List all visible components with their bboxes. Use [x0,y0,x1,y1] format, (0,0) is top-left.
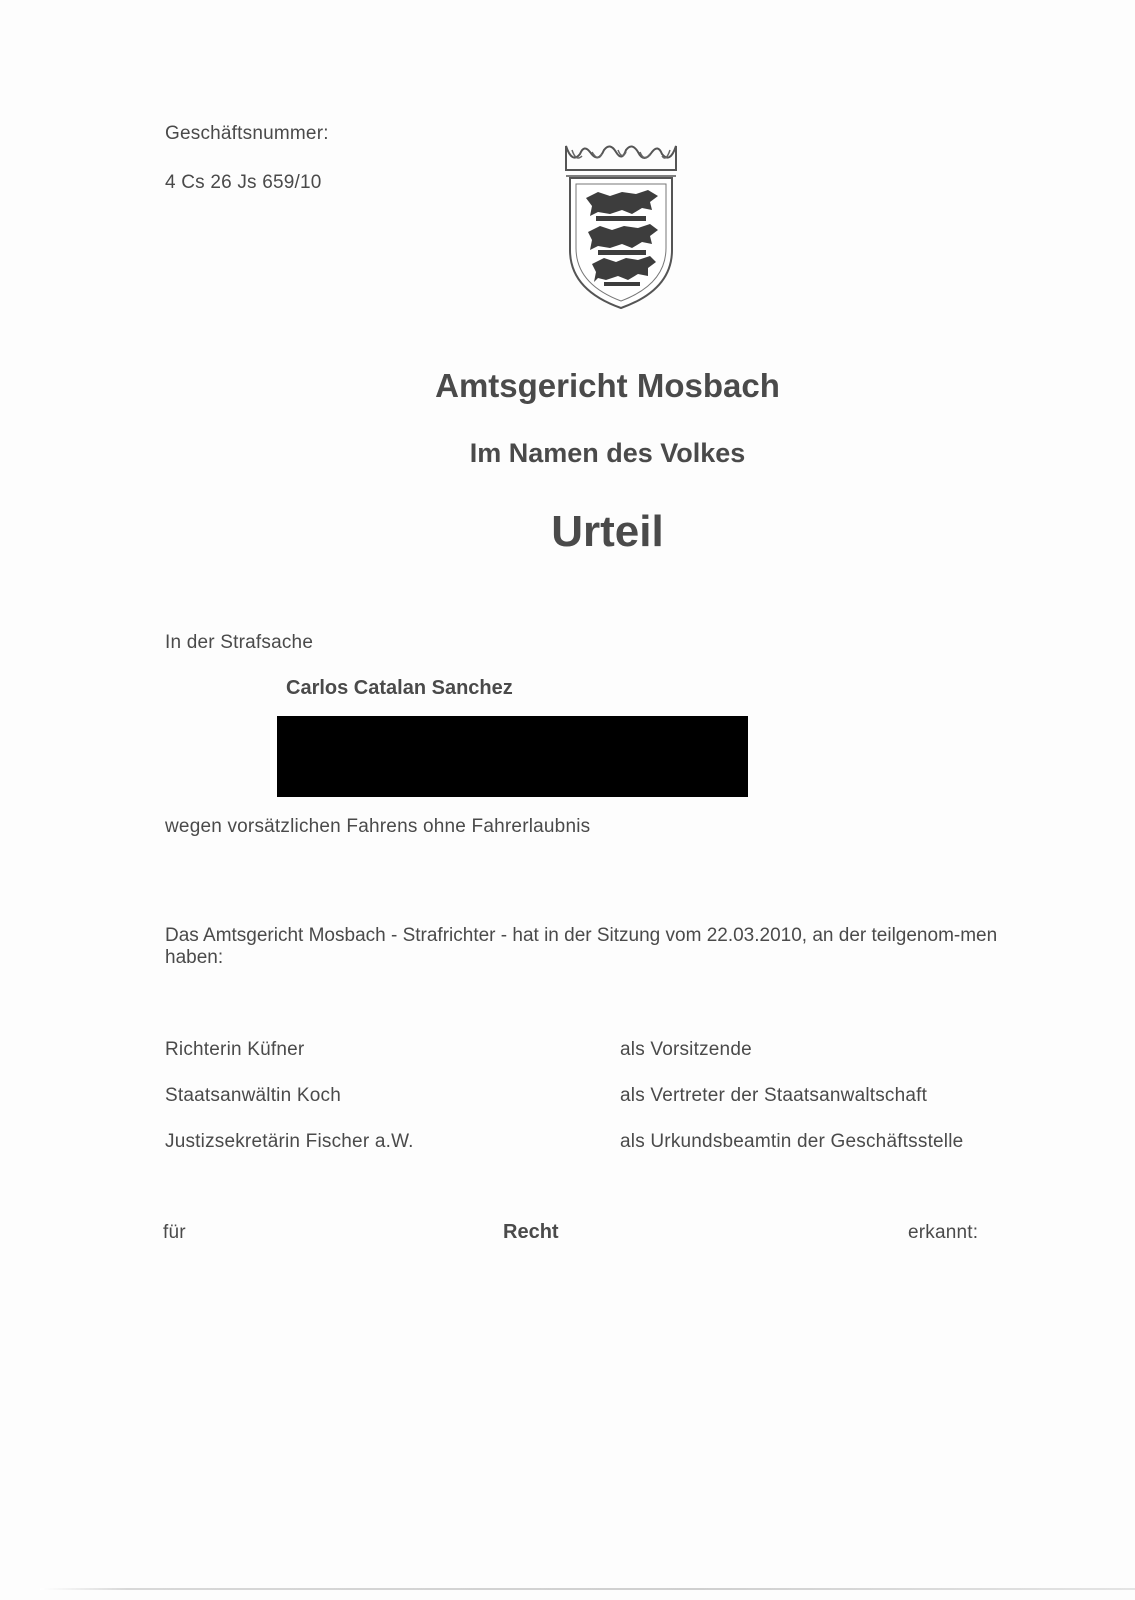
case-number: 4 Cs 26 Js 659/10 [165,172,322,193]
court-name: Amtsgericht Mosbach [435,367,780,404]
case-intro: In der Strafsache [165,632,314,653]
judgment-formula: Im Namen des Volkes [469,438,746,468]
participant-role: als Vertreter der Staatsanwaltschaft [620,1085,928,1106]
participant-name: Justizsekretärin Fischer a.W. [165,1131,414,1152]
document-type-title: Urteil [551,507,664,556]
defendant-name: Carlos Catalan Sanchez [286,677,513,699]
participant-name: Richterin Küfner [165,1039,305,1060]
verdict-line-center: Recht [503,1221,559,1243]
participant-name: Staatsanwältin Koch [165,1085,341,1106]
case-number-label: Geschäftsnummer: [165,123,329,144]
page-bottom-divider [40,1588,1135,1590]
participant-role: als Vorsitzende [620,1039,752,1060]
redacted-block [277,716,748,797]
verdict-line-left: für [163,1222,186,1243]
baden-wuerttemberg-coat-of-arms-icon [562,142,680,312]
session-text: Das Amtsgericht Mosbach - Strafrichter - hat in der Sitzung vom 22.03.2010, an der teilgenom-men haben: [165,925,998,968]
participant-role: als Urkundsbeamtin der Geschäftsstelle [620,1131,964,1152]
charge-text: wegen vorsätzlichen Fahrens ohne Fahrerlaubnis [165,816,591,837]
verdict-line-right: erkannt: [908,1222,979,1243]
